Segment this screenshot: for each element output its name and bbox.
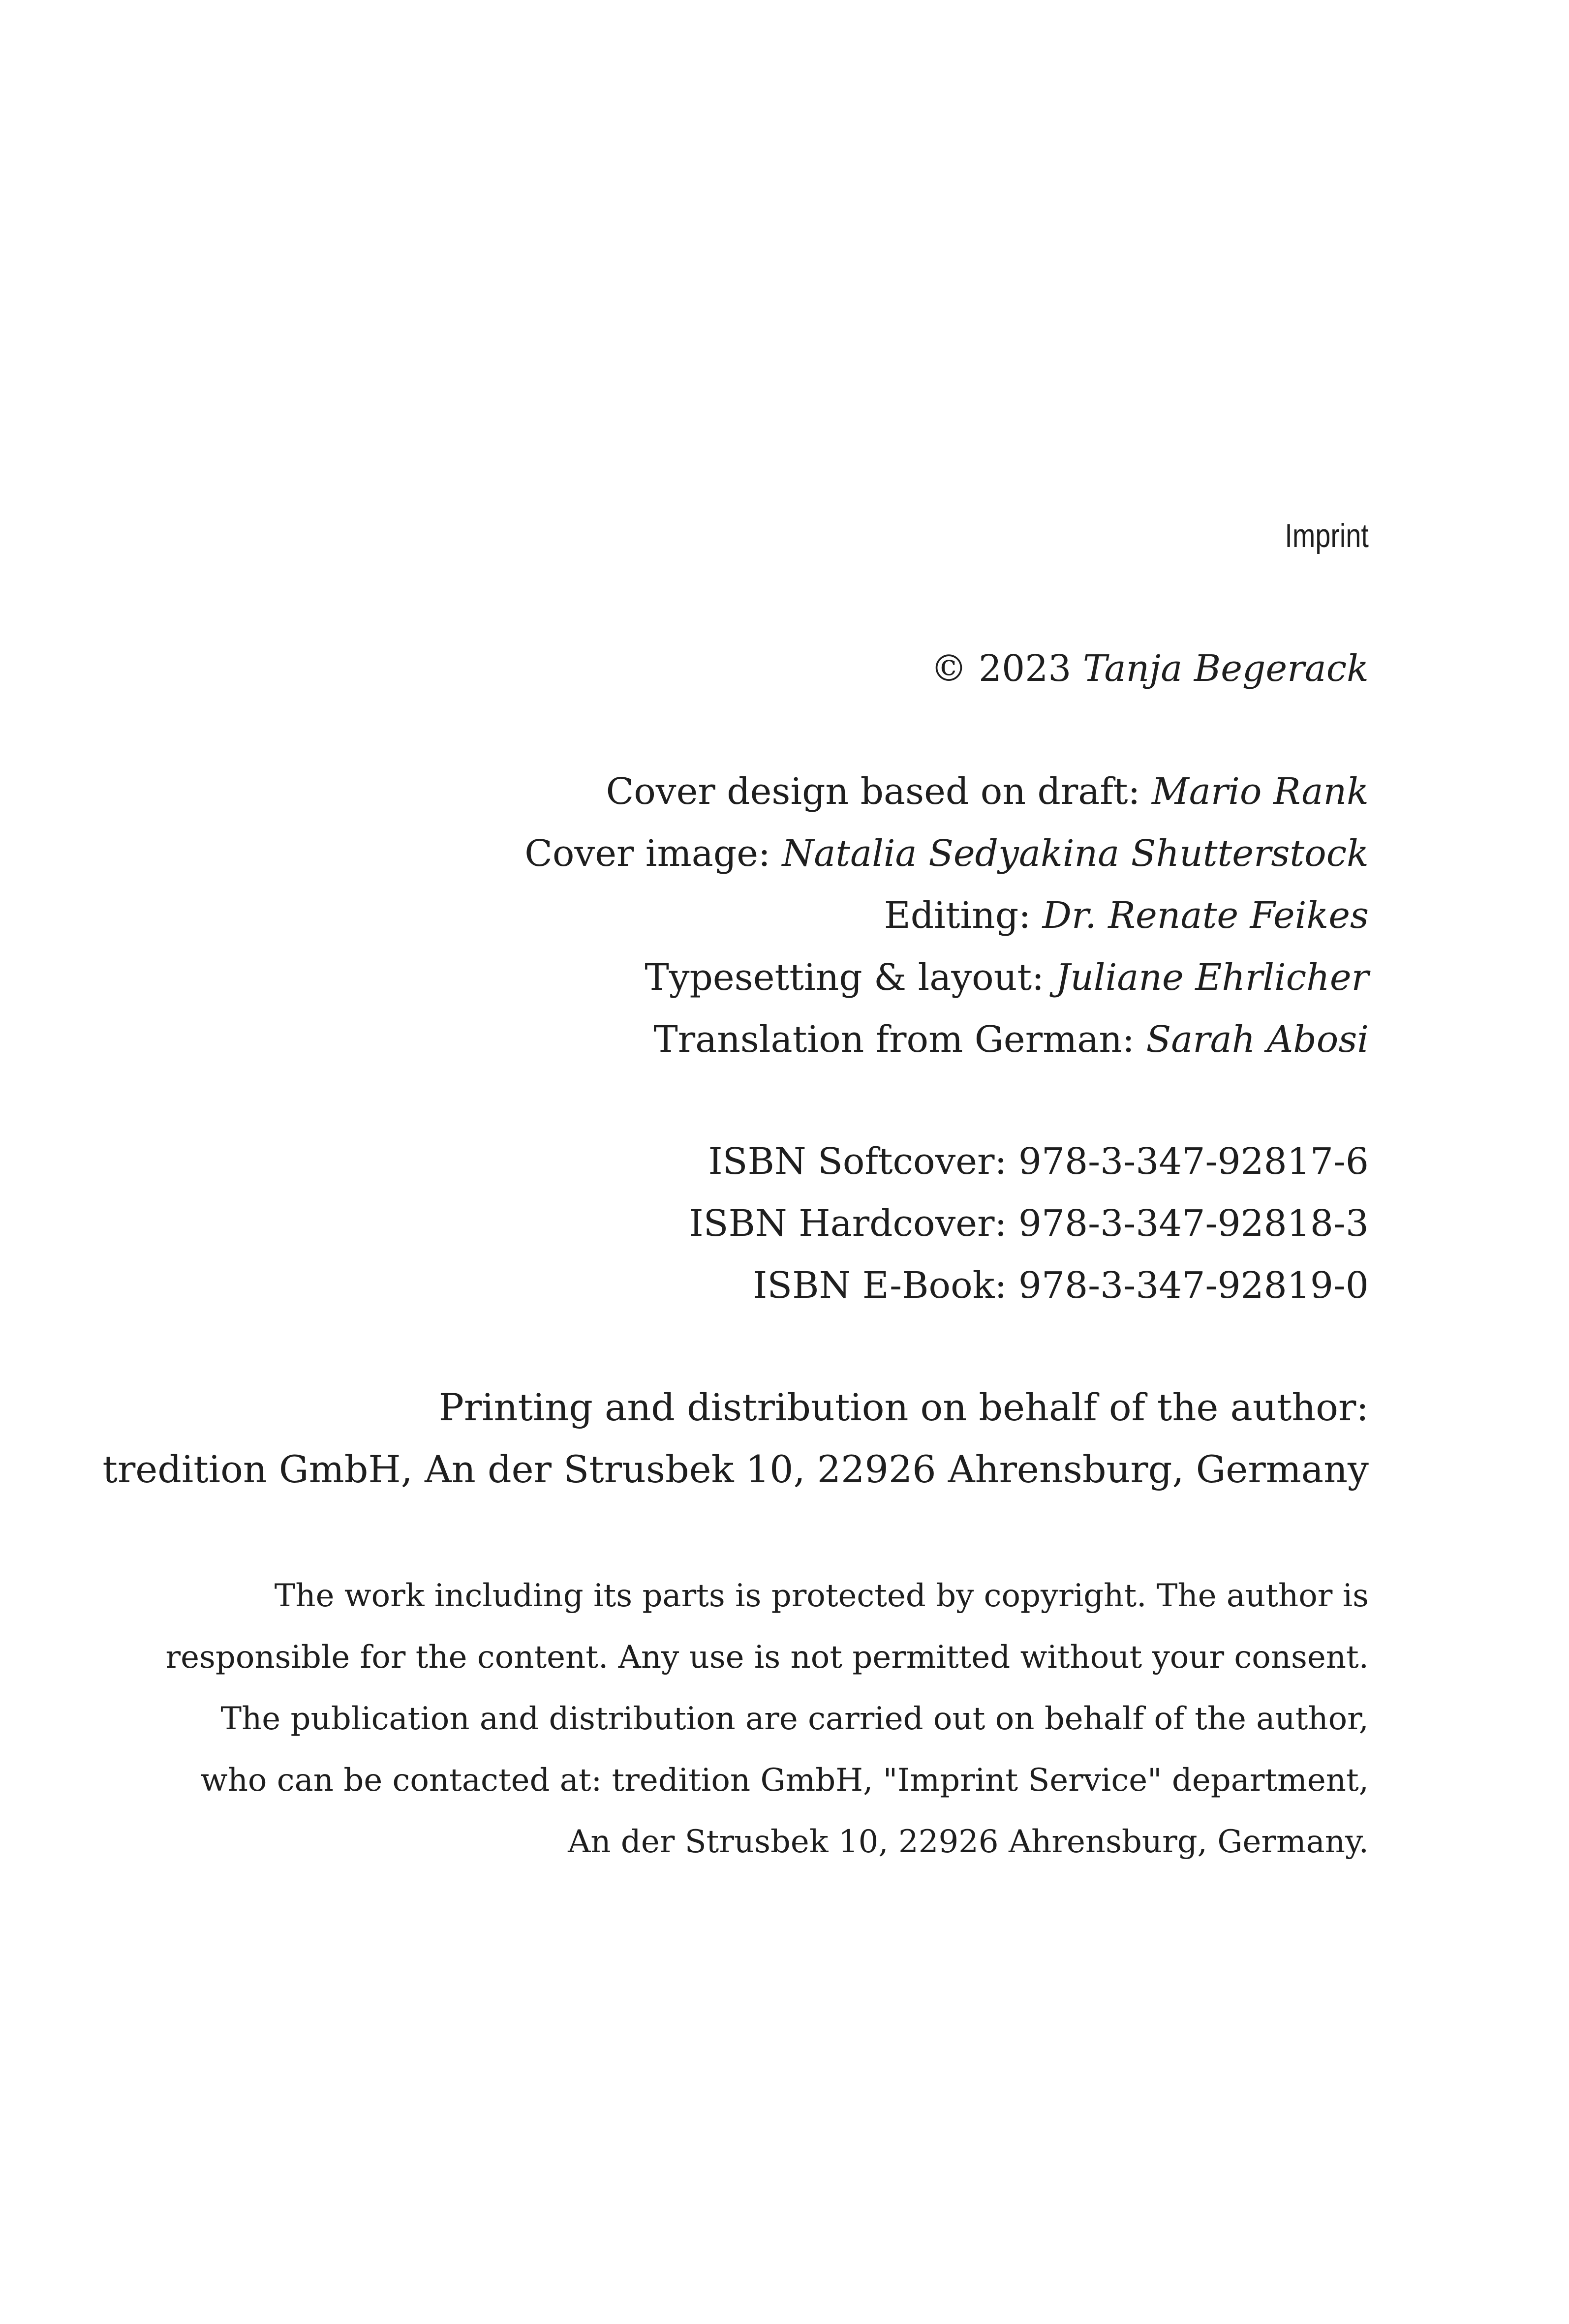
credit-cover-image bbox=[524, 823, 1369, 885]
credit-editing bbox=[524, 885, 1369, 947]
credit-label: Cover image: bbox=[524, 832, 770, 875]
legal-line: The publication and distribution are carried out on behalf of the author, bbox=[220, 1701, 1369, 1737]
printing-info bbox=[102, 1376, 1369, 1500]
isbn-hardcover: ISBN Hardcover: 978-3-347-92818-3 bbox=[689, 1202, 1369, 1245]
isbn-list bbox=[689, 1131, 1369, 1316]
printing-line: Printing and distribution on behalf of the author: bbox=[438, 1385, 1369, 1429]
imprint-heading: Imprint bbox=[1285, 517, 1369, 554]
credit-name: Juliane Ehrlicher bbox=[1055, 956, 1369, 999]
legal-line: An der Strusbek 10, 22926 Ahrensburg, Germany. bbox=[568, 1824, 1369, 1860]
credit-label: Cover design based on draft: bbox=[606, 770, 1140, 813]
legal-line: responsible for the content. Any use is not permitted without your consent. bbox=[165, 1639, 1369, 1676]
credit-typesetting bbox=[524, 947, 1369, 1009]
isbn-ebook: ISBN E-Book: 978-3-347-92819-0 bbox=[753, 1264, 1369, 1307]
legal-line: The work including its parts is protected by copyright. The author is bbox=[274, 1578, 1369, 1614]
credit-label: Translation from German: bbox=[653, 1018, 1135, 1061]
credit-name: Dr. Renate Feikes bbox=[1042, 894, 1369, 937]
copyright-prefix: © 2023 bbox=[930, 647, 1072, 690]
credit-cover-design bbox=[524, 761, 1369, 823]
credit-translation bbox=[524, 1009, 1369, 1070]
credit-label: Typesetting & layout: bbox=[645, 956, 1045, 999]
credit-label: Editing: bbox=[884, 894, 1031, 937]
publisher-address: tredition GmbH, An der Strusbek 10, 22926 Ahrensburg, Germany bbox=[102, 1447, 1369, 1491]
copyright-line bbox=[931, 638, 1369, 700]
credits-list bbox=[524, 761, 1369, 1070]
legal-line: who can be contacted at: tredition GmbH, "Imprint Service" department, bbox=[200, 1762, 1369, 1799]
isbn-softcover: ISBN Softcover: 978-3-347-92817-6 bbox=[708, 1140, 1369, 1183]
credit-name: Sarah Abosi bbox=[1146, 1018, 1369, 1061]
credit-name: Natalia Sedyakina Shutterstock bbox=[782, 832, 1369, 875]
credit-name: Mario Rank bbox=[1151, 770, 1369, 813]
copyright-author: Tanja Begerack bbox=[1082, 647, 1369, 690]
legal-notice bbox=[166, 1565, 1369, 1873]
